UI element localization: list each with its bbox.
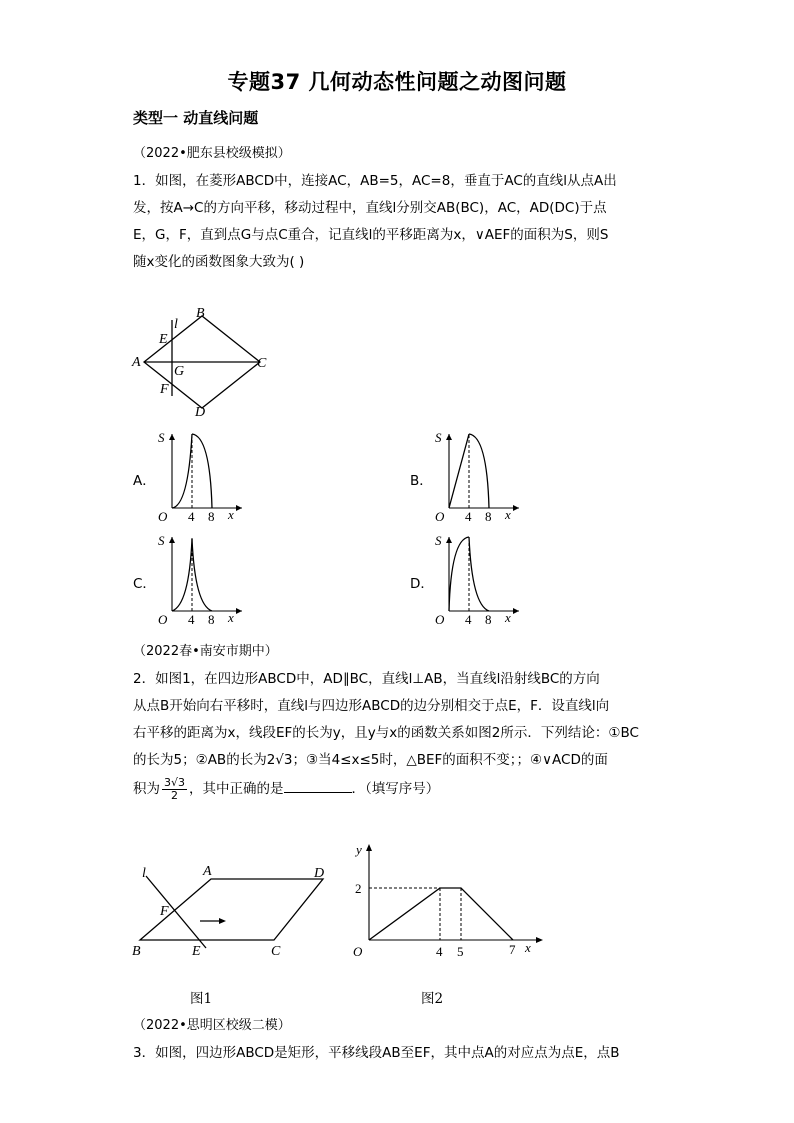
q1-source: （2022•肥东县校级模拟） xyxy=(133,146,291,161)
option-c-label[interactable]: C． xyxy=(133,576,156,592)
svg-text:y: y xyxy=(356,842,362,857)
svg-text:8: 8 xyxy=(208,612,215,626)
svg-text:x: x xyxy=(228,507,234,522)
q1-line2: 发，按A→C的方向平移，移动过程中，直线l分别交AB(BC)，AC，AD(DC)于点 xyxy=(133,200,607,216)
svg-text:O: O xyxy=(353,944,363,959)
svg-text:4: 4 xyxy=(188,509,195,523)
label-e: E xyxy=(159,332,168,347)
q3-text xyxy=(133,1040,663,1067)
q2-fraction: $\frac{3√3}{2}$ xyxy=(164,775,186,802)
svg-text:O: O xyxy=(435,509,445,523)
option-a-graph[interactable] xyxy=(155,428,250,523)
option-a-label[interactable]: A． xyxy=(133,473,156,489)
svg-text:E: E xyxy=(192,944,201,959)
q3-source: （2022•思明区校级二模） xyxy=(133,1018,291,1033)
label-g: G xyxy=(174,364,185,379)
svg-text:S: S xyxy=(435,430,442,445)
svg-text:x: x xyxy=(505,507,511,522)
svg-text:l: l xyxy=(142,866,146,881)
label-f: F xyxy=(160,382,169,397)
q2-figure-2 xyxy=(345,838,550,966)
q2-line1: 2．如图1，在四边形ABCD中，AD∥BC，直线l⊥AB，当直线l沿射线BC的方向 xyxy=(133,671,600,687)
label-b: B xyxy=(196,306,205,321)
svg-text:D: D xyxy=(314,866,325,881)
q3-line1: 3．如图，四边形ABCD是矩形，平移线段AB至EF，其中点A的对应点为点E，点B xyxy=(133,1045,620,1061)
label-a: A xyxy=(132,355,141,370)
svg-text:x: x xyxy=(505,610,511,625)
page-title: 专题37 几何动态性问题之动图问题 xyxy=(227,70,567,94)
figure-1-caption: 图1 xyxy=(190,991,213,1007)
option-b-label[interactable]: B． xyxy=(410,473,433,489)
svg-text:A: A xyxy=(203,864,212,879)
svg-text:4: 4 xyxy=(188,612,195,626)
svg-text:8: 8 xyxy=(208,509,215,523)
q1-line4: 随x变化的函数图象大致为( ) xyxy=(133,254,305,270)
svg-text:4: 4 xyxy=(465,509,472,523)
svg-text:7: 7 xyxy=(509,942,516,957)
q1-line1: 1．如图，在菱形ABCD中，连接AC，AB=5，AC=8，垂直于AC的直线l从点A出 xyxy=(133,173,617,189)
svg-text:5: 5 xyxy=(457,944,464,959)
option-d-label[interactable]: D． xyxy=(410,576,434,592)
answer-blank[interactable] xyxy=(284,780,352,793)
q1-text xyxy=(133,168,663,276)
svg-text:4: 4 xyxy=(465,612,472,626)
q2-line4: 的长为5；②AB的长为2√3；③当4≤x≤5时，△BEF的面积不变；；④∨ACD的面 xyxy=(133,752,608,768)
label-c: C xyxy=(257,356,267,371)
svg-text:x: x xyxy=(525,940,531,955)
svg-text:B: B xyxy=(132,944,141,959)
label-l: l xyxy=(174,317,178,332)
q2-line3: 右平移的距离为x，线段EF的长为y，且y与x的函数关系如图2所示．下列结论：①BC xyxy=(133,725,639,741)
svg-text:S: S xyxy=(158,533,165,548)
q2-source: （2022春•南安市期中） xyxy=(133,644,278,659)
svg-text:x: x xyxy=(228,610,234,625)
figure-2-caption: 图2 xyxy=(421,991,444,1007)
line-l-2 xyxy=(146,876,206,948)
svg-text:O: O xyxy=(158,612,168,626)
svg-text:4: 4 xyxy=(436,944,443,959)
svg-text:O: O xyxy=(158,509,168,523)
q2-line2: 从点B开始向右平移时，直线l与四边形ABCD的边分别相交于点E，F．设直线l向 xyxy=(133,698,610,714)
svg-text:C: C xyxy=(271,944,281,959)
option-b-graph[interactable] xyxy=(432,428,527,523)
q1-line3: E，G，F，直到点G与点C重合，记直线l的平移距离为x，∨AEF的面积为S，则S xyxy=(133,227,609,243)
q2-text xyxy=(133,666,663,803)
q2-figure-1 xyxy=(128,858,343,963)
q1-rhombus-figure xyxy=(128,304,278,420)
svg-text:8: 8 xyxy=(485,509,492,523)
svg-text:S: S xyxy=(435,533,442,548)
y-x-function-line xyxy=(369,888,513,940)
q2-line5: 积为 $\frac{3√3}{2}$ ，其中正确的是 ．（填写序号） xyxy=(133,775,440,802)
section-heading: 类型一 动直线问题 xyxy=(133,109,259,127)
label-d: D xyxy=(195,405,206,420)
option-d-graph[interactable] xyxy=(432,531,527,626)
svg-text:O: O xyxy=(435,612,445,626)
svg-text:8: 8 xyxy=(485,612,492,626)
svg-text:F: F xyxy=(160,904,169,919)
svg-text:2: 2 xyxy=(355,881,362,896)
svg-text:S: S xyxy=(158,430,165,445)
option-c-graph[interactable] xyxy=(155,531,250,626)
